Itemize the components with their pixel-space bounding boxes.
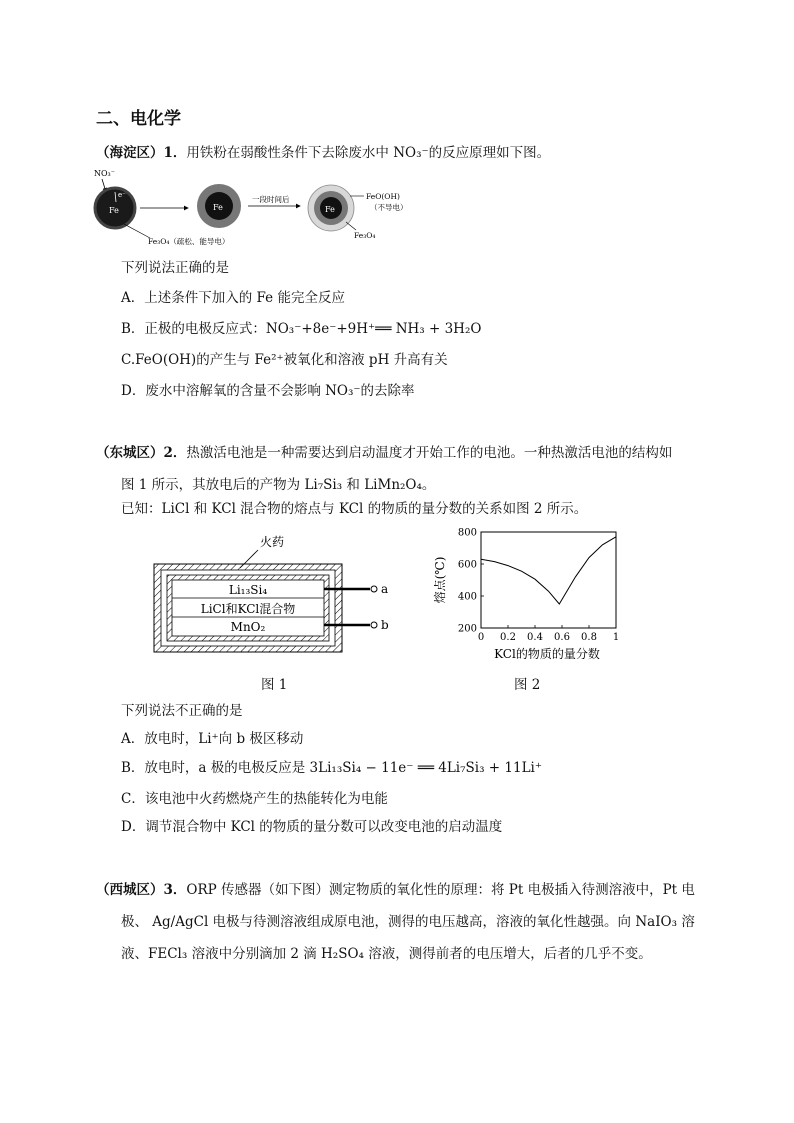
question-3-line2: 极、 Ag/AgCl 电极与待测溶液组成原电池，测得的电压越高，溶液的氧化性越强。向 NaIO₃ 溶 bbox=[121, 914, 695, 930]
feooh-label: FeO(OH) bbox=[366, 192, 400, 201]
fe-label-1: Fe bbox=[109, 206, 119, 215]
chart-series-line bbox=[481, 537, 616, 604]
layer-licl-kcl: LiCl和KCl混合物 bbox=[200, 602, 296, 616]
terminal-a-label: a bbox=[381, 582, 389, 596]
terminal-b-label: b bbox=[381, 618, 389, 632]
after-time-label: 一段时间后 bbox=[252, 195, 290, 204]
fe3o4-label: Fe₃O₄ bbox=[354, 231, 376, 240]
fig2-caption: 图 2 bbox=[514, 677, 541, 693]
q1-option-a: A．上述条件下加入的 Fe 能完全反应 bbox=[121, 290, 345, 306]
question-1-stem bbox=[96, 144, 550, 162]
chart-x-tick-label: 0.2 bbox=[500, 632, 516, 643]
electron-label: e⁻ bbox=[118, 191, 126, 199]
q1-figure bbox=[88, 166, 428, 252]
q1-option-d: D．废水中溶解氧的含量不会影响 NO₃⁻的去除率 bbox=[121, 383, 415, 399]
fig1-caption: 图 1 bbox=[261, 677, 288, 693]
section-title: 二、电化学 bbox=[96, 109, 181, 129]
fe3o4-loose-label: Fe₃O₄（疏松、能导电） bbox=[148, 237, 230, 246]
question-1-text: 用铁粉在弱酸性条件下去除废水中 NO₃⁻的反应原理如下图。 bbox=[186, 145, 551, 161]
question-2-stem-line3: 已知：LiCl 和 KCl 混合物的熔点与 KCl 的物质的量分数的关系如图 2 所示。 bbox=[121, 501, 588, 517]
fe-label-2: Fe bbox=[213, 203, 223, 212]
chart-x-tick-label: 0.6 bbox=[554, 632, 570, 643]
chart-y-tick-label: 400 bbox=[457, 591, 477, 603]
question-3-line1 bbox=[96, 881, 695, 899]
q2-option-c: C．该电池中火药燃烧产生的热能转化为电能 bbox=[121, 791, 388, 807]
chart-y-tick-label: 600 bbox=[457, 559, 477, 571]
q1-option-c: C.FeO(OH)的产生与 Fe²⁺被氧化和溶液 pH 升高有关 bbox=[121, 352, 448, 368]
q2-option-b: B．放电时，a 极的电极反应是 3Li₁₃Si₄ − 11e⁻ ══ 4Li₇Si₃ + 11Li⁺ bbox=[121, 760, 542, 776]
chart-x-tick-label: 0.4 bbox=[527, 632, 543, 643]
question-3-district: （西城区）3． bbox=[96, 882, 187, 898]
fe-label-3: Fe bbox=[325, 205, 335, 214]
chart-plot-frame bbox=[481, 532, 616, 628]
chart-y-tick-label: 800 bbox=[457, 527, 477, 539]
chart-y-axis-label: 熔点(℃) bbox=[433, 556, 447, 604]
terminal-a bbox=[371, 586, 377, 592]
q2-option-d: D．调节混合物中 KCl 的物质的量分数可以改变电池的启动温度 bbox=[121, 819, 503, 835]
layer-mno2: MnO₂ bbox=[230, 620, 266, 634]
nonconductive-label: （不导电） bbox=[370, 203, 408, 212]
q2-option-a: A．放电时，Li⁺向 b 极区移动 bbox=[121, 731, 304, 747]
terminal-b bbox=[371, 622, 377, 628]
q1-option-b: B．正极的电极反应式：NO₃⁻+8e⁻+9H⁺══ NH₃ + 3H₂O bbox=[121, 321, 482, 337]
melting-point-chart bbox=[420, 520, 630, 670]
gunpowder-label: 火药 bbox=[260, 535, 285, 549]
q1-prompt: 下列说法正确的是 bbox=[121, 260, 229, 276]
question-2-district: （东城区）2． bbox=[96, 445, 187, 461]
question-2-stem-line2: 图 1 所示，其放电后的产物为 Li₇Si₃ 和 LiMn₂O₄。 bbox=[121, 477, 436, 493]
question-3-text: ORP 传感器（如下图）测定物质的氧化性的原理：将 Pt 电极插入待测溶液中，Pt 电 bbox=[186, 882, 695, 898]
chart-x-axis-label: KCl的物质的量分数 bbox=[494, 647, 600, 661]
question-2-stem-line1 bbox=[96, 444, 672, 462]
layer-li13si4: Li₁₃Si₄ bbox=[228, 583, 268, 597]
chart-x-tick-label: 1 bbox=[612, 632, 620, 643]
chart-x-tick-label: 0.8 bbox=[581, 632, 597, 643]
chart-y-tick-label: 200 bbox=[457, 623, 477, 635]
battery-structure-figure bbox=[150, 530, 400, 670]
chart-x-tick-label: 0 bbox=[477, 632, 485, 643]
question-1-district: （海淀区）1． bbox=[96, 145, 187, 161]
q2-prompt: 下列说法不正确的是 bbox=[121, 703, 243, 719]
question-3-line3: 液、FECl₃ 溶液中分别滴加 2 滴 H₂SO₄ 溶液，测得前者的电压增大，后者的几乎不变。 bbox=[121, 946, 652, 962]
question-2-text: 热激活电池是一种需要达到启动温度才开始工作的电池。一种热激活电池的结构如 bbox=[186, 445, 673, 461]
no3-label: NO₃⁻ bbox=[94, 169, 115, 178]
